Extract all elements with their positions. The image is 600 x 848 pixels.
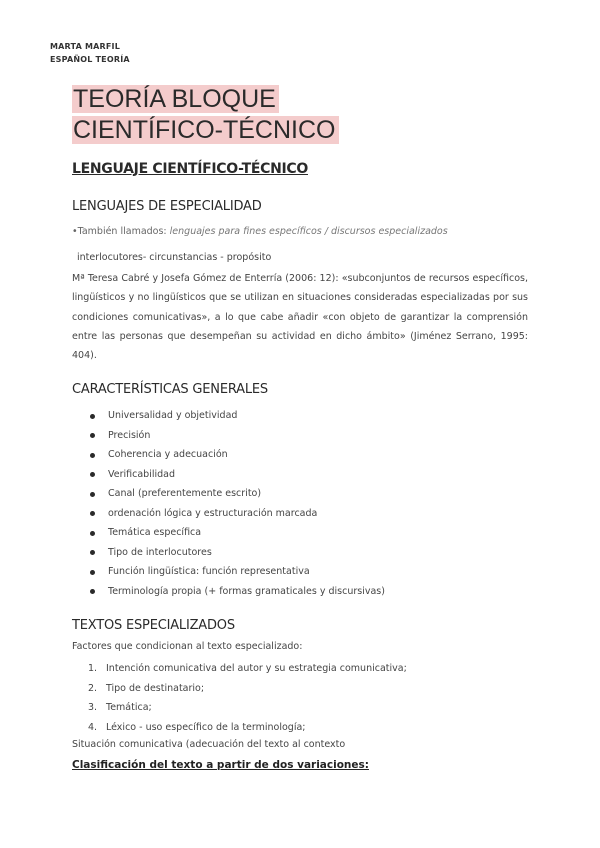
factor-number: 4.: [88, 721, 98, 733]
title-line-2: CIENTÍFICO-TÉCNICO: [72, 116, 339, 144]
factors-intro: Factores que condicionan al texto especializado:: [72, 641, 303, 652]
also-called-prefix: •También llamados:: [72, 226, 170, 237]
heading-textos-especializados: TEXTOS ESPECIALIZADOS: [72, 618, 235, 633]
heading-caracteristicas: CARACTERÍSTICAS GENERALES: [72, 382, 268, 397]
document-header: [50, 40, 130, 66]
page-title: [72, 84, 339, 146]
list-item: Coherencia y adecuación: [90, 445, 385, 465]
list-item: ordenación lógica y estructuración marcada: [90, 504, 385, 524]
list-item: Función lingüística: función representativa: [90, 562, 385, 582]
list-item: Verificabilidad: [90, 465, 385, 485]
definition-quote: Mª Teresa Cabré y Josefa Gómez de Enterría (2006: 12): «subconjuntos de recursos específicos, lingüísticos y no lingüísticos que se utilizan en situaciones consideradas especializadas por sus condiciones comunicativas», a lo que cabe añadir «con objeto de garantizar la comprensión entre las personas que desempeñan su actividad en dicho ámbito» (Jiménez Serrano, 1995: 404).: [72, 273, 528, 362]
also-called-terms: lenguajes para fines específicos / discursos especializados: [169, 226, 448, 237]
interlocutors-line: interlocutores- circunstancias - propósito: [77, 252, 272, 263]
factor-number: 1.: [88, 663, 98, 674]
author-name: MARTA MARFIL: [50, 42, 121, 51]
factor-text: Temática;: [106, 702, 152, 713]
factor-number: 2.: [88, 682, 98, 694]
list-item: [88, 679, 407, 699]
also-called-line: [72, 226, 448, 237]
list-item: [88, 718, 407, 738]
list-item: Canal (preferentemente escrito): [90, 484, 385, 504]
factor-number: 3.: [88, 702, 98, 713]
characteristics-list: [90, 406, 385, 601]
factors-list: [88, 659, 407, 737]
title-line-1: TEORÍA BLOQUE: [72, 85, 279, 113]
list-item: Terminología propia (+ formas gramaticales y discursivas): [90, 582, 385, 602]
factor-text: Tipo de destinatario;: [106, 682, 205, 694]
list-item: Tipo de interlocutores: [90, 543, 385, 563]
list-item: Temática específica: [90, 523, 385, 543]
list-item: [88, 659, 407, 679]
list-item: Precisión: [90, 426, 385, 446]
list-item: Universalidad y objetividad: [90, 406, 385, 426]
clasificacion-heading: Clasificación del texto a partir de dos variaciones:: [72, 759, 369, 771]
course-name: ESPAÑOL TEORÍA: [50, 55, 130, 64]
heading-lenguajes-especialidad: LENGUAJES DE ESPECIALIDAD: [72, 199, 262, 214]
list-item: [88, 698, 407, 718]
document-subtitle: LENGUAJE CIENTÍFICO-TÉCNICO: [72, 161, 308, 177]
factor-text: Léxico - uso específico de la terminología;: [106, 721, 306, 733]
situacion-comunicativa: Situación comunicativa (adecuación del texto al contexto: [72, 739, 346, 750]
factor-text: Intención comunicativa del autor y su estrategia comunicativa;: [106, 663, 407, 674]
